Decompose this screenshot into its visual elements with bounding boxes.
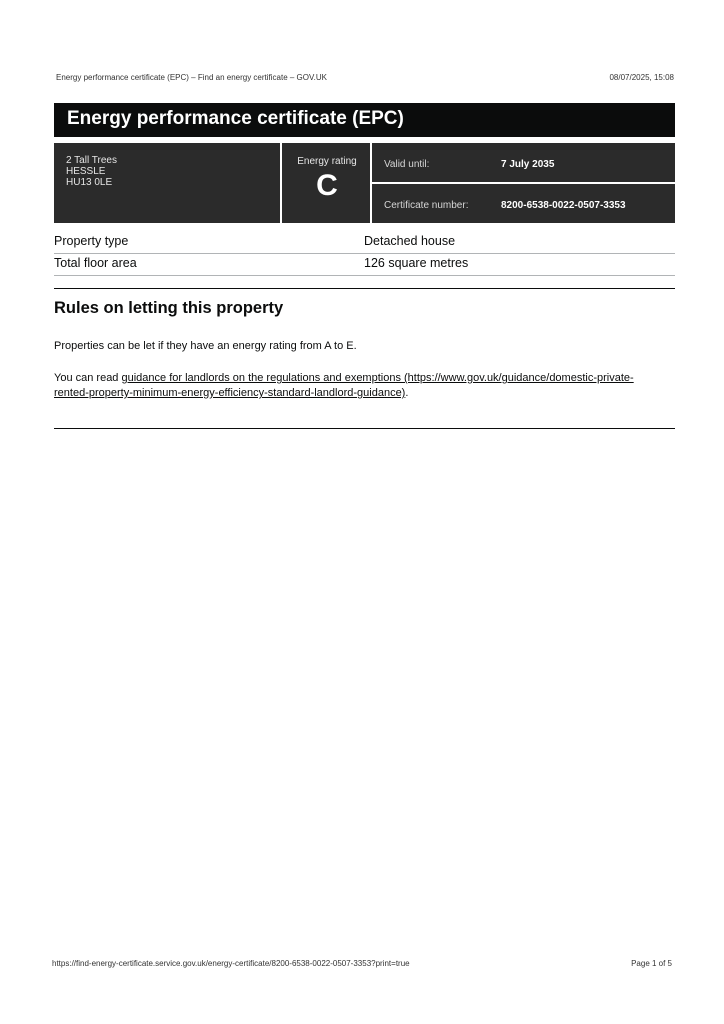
page-title: Energy performance certificate (EPC) [54, 103, 675, 137]
summary-divider [372, 182, 675, 184]
print-footer-page: Page 1 of 5 [631, 959, 672, 968]
letting-heading: Rules on letting this property [54, 299, 284, 317]
property-address [66, 155, 117, 188]
epc-summary [54, 143, 675, 223]
landlord-guidance-link[interactable]: guidance for landlords on the regulations and exemptions (https://www.gov.uk/guidance/domestic-private-rented-property-minimum-energy-efficiency-standard-landlord-guidance) [54, 372, 634, 399]
section-divider [54, 288, 675, 289]
letting-paragraph-2-suffix: . [405, 387, 409, 399]
property-type-label: Property type [54, 234, 129, 248]
valid-until-label: Valid until: [384, 159, 430, 170]
letting-paragraph-2-prefix: You can read [54, 372, 122, 384]
print-footer-url: https://find-energy-certificate.service.gov.uk/energy-certificate/8200-6538-0022-0507-3353?print=true [52, 959, 410, 968]
print-header [56, 73, 674, 82]
address-line-1: 2 Tall Trees [66, 155, 117, 166]
energy-rating-label: Energy rating [297, 156, 357, 167]
letting-paragraph-2 [54, 371, 664, 401]
letting-paragraph-1: Properties can be let if they have an energy rating from A to E. [54, 340, 357, 352]
print-header-title: Energy performance certificate (EPC) – Find an energy certificate – GOV.UK [56, 73, 327, 82]
section-divider [54, 428, 675, 429]
print-header-datetime: 08/07/2025, 15:08 [609, 73, 674, 82]
property-type-value: Detached house [364, 234, 456, 248]
address-line-3: HU13 0LE [66, 177, 113, 188]
floor-area-label: Total floor area [54, 256, 137, 270]
address-line-2: HESSLE [66, 166, 106, 177]
floor-area-row [54, 253, 675, 276]
property-type-row [54, 231, 675, 254]
floor-area-value: 126 square metres [364, 256, 469, 270]
energy-rating-value: C [316, 169, 338, 202]
print-footer [52, 959, 672, 968]
certificate-number-value: 8200-6538-0022-0507-3353 [501, 200, 626, 211]
valid-until-value: 7 July 2035 [501, 159, 555, 170]
certificate-number-label: Certificate number: [384, 200, 469, 211]
